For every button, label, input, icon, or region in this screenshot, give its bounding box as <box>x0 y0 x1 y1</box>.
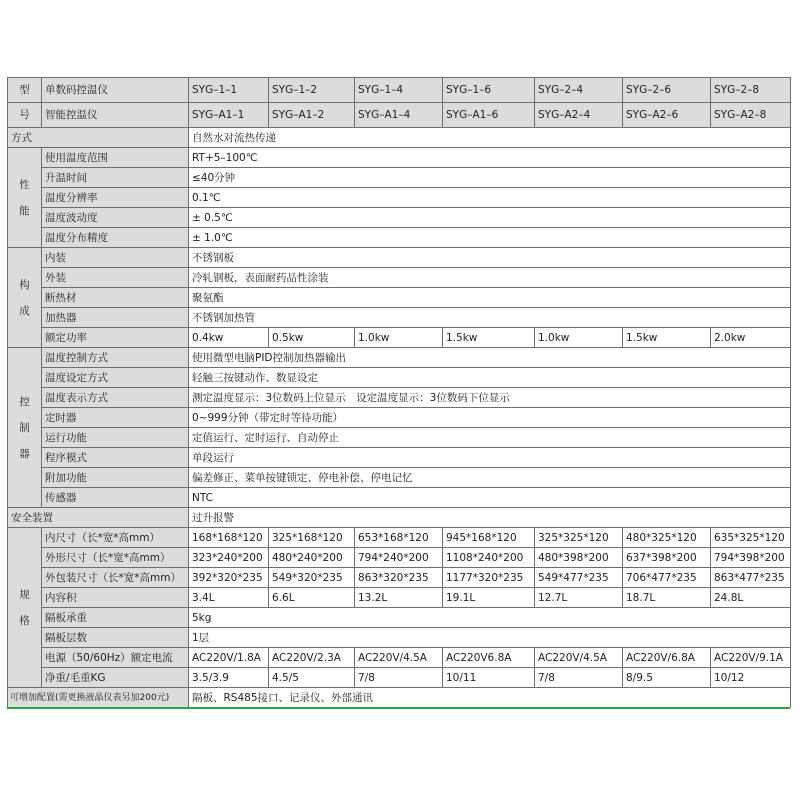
controller-row <box>8 368 791 388</box>
spec-cell: 480*325*120 <box>623 528 711 548</box>
spec-label: 净重/毛重KG <box>42 668 189 688</box>
spec-label: 定时器 <box>42 408 189 428</box>
spec-label: 温度分布精度 <box>42 228 189 248</box>
spec-cell: 13.2L <box>355 588 443 608</box>
model-cell: SYG–A2–4 <box>535 103 623 128</box>
spec-value: RT+5–100℃ <box>189 148 791 168</box>
spec-label: 附加功能 <box>42 468 189 488</box>
specs-row <box>8 628 791 648</box>
controller-row <box>8 348 791 368</box>
specs-row <box>8 668 791 688</box>
performance-row <box>8 148 791 168</box>
spec-cell: AC220V/6.8A <box>623 648 711 668</box>
model-cell: SYG–1–2 <box>269 78 355 103</box>
spec-cell: 19.1L <box>443 588 535 608</box>
optional-row <box>8 688 791 708</box>
spec-cell: 18.7L <box>623 588 711 608</box>
specs-row <box>8 588 791 608</box>
spec-cell: AC220V/4.5A <box>535 648 623 668</box>
model-cell: SYG–A1–4 <box>355 103 443 128</box>
spec-value: 冷轧钢板，表面耐药品性涂装 <box>189 268 791 288</box>
spec-label: 运行功能 <box>42 428 189 448</box>
spec-cell: AC220V/4.5A <box>355 648 443 668</box>
specs-group-label: 规格 <box>8 528 42 688</box>
spec-label: 温度分辨率 <box>42 188 189 208</box>
performance-group-label: 性能 <box>8 148 42 248</box>
spec-label: 升温时间 <box>42 168 189 188</box>
spec-value: 不锈钢板 <box>189 248 791 268</box>
model-label-digital: 单数码控温仪 <box>42 78 189 103</box>
spec-cell: 10/11 <box>443 668 535 688</box>
spec-cell: 323*240*200 <box>189 548 269 568</box>
method-row <box>8 128 791 148</box>
method-label: 方式 <box>8 128 189 148</box>
model-cell: SYG–1–6 <box>443 78 535 103</box>
spec-cell: 653*168*120 <box>355 528 443 548</box>
power-row <box>8 328 791 348</box>
spec-cell: 549*477*235 <box>535 568 623 588</box>
spec-cell: 392*320*235 <box>189 568 269 588</box>
performance-row <box>8 208 791 228</box>
model-row-1 <box>8 78 791 103</box>
controller-row <box>8 388 791 408</box>
performance-row <box>8 168 791 188</box>
spec-cell: 1177*320*235 <box>443 568 535 588</box>
power-cell: 1.0kw <box>535 328 623 348</box>
specs-row <box>8 548 791 568</box>
performance-row <box>8 188 791 208</box>
controller-row <box>8 448 791 468</box>
spec-cell: AC220V6.8A <box>443 648 535 668</box>
spec-value: 轻触三按键动作、数显设定 <box>189 368 791 388</box>
model-cell: SYG–A1–6 <box>443 103 535 128</box>
model-row-2 <box>8 103 791 128</box>
specs-row <box>8 568 791 588</box>
spec-cell: 863*477*235 <box>711 568 791 588</box>
structure-row <box>8 288 791 308</box>
model-cell: SYG–A1–1 <box>189 103 269 128</box>
specs-row <box>8 528 791 548</box>
spec-cell: 3.4L <box>189 588 269 608</box>
spec-label: 断热材 <box>42 288 189 308</box>
power-cell: 0.5kw <box>269 328 355 348</box>
spec-value: ≤40分钟 <box>189 168 791 188</box>
spec-label: 温度控制方式 <box>42 348 189 368</box>
method-value: 自然水对流热传递 <box>189 128 791 148</box>
spec-value: 定值运行、定时运行、自动停止 <box>189 428 791 448</box>
spec-cell: 4.5/5 <box>269 668 355 688</box>
spec-value: ± 0.5℃ <box>189 208 791 228</box>
spec-label: 加热器 <box>42 308 189 328</box>
spec-cell: AC220V/1.8A <box>189 648 269 668</box>
power-cell: 0.4kw <box>189 328 269 348</box>
spec-cell: 635*325*120 <box>711 528 791 548</box>
model-cell: SYG–A2–8 <box>711 103 791 128</box>
spec-cell: 325*168*120 <box>269 528 355 548</box>
spec-label: 温度表示方式 <box>42 388 189 408</box>
spec-value: 测定温度显示：3位数码上位显示 设定温度显示：3位数码下位显示 <box>189 388 791 408</box>
spec-cell: 8/9.5 <box>623 668 711 688</box>
spec-cell: 1108*240*200 <box>443 548 535 568</box>
spec-label: 温度波动度 <box>42 208 189 228</box>
controller-row <box>8 468 791 488</box>
spec-cell: 24.8L <box>711 588 791 608</box>
model-cell: SYG–1–1 <box>189 78 269 103</box>
model-group-label-top: 型 <box>8 78 42 103</box>
performance-row <box>8 228 791 248</box>
spec-cell: 549*320*235 <box>269 568 355 588</box>
model-cell: SYG–2–8 <box>711 78 791 103</box>
power-cell: 1.0kw <box>355 328 443 348</box>
spec-label: 外形尺寸（长*宽*高mm） <box>42 548 189 568</box>
spec-label: 使用温度范围 <box>42 148 189 168</box>
spec-table <box>7 77 791 708</box>
model-cell: SYG–2–6 <box>623 78 711 103</box>
power-cell: 1.5kw <box>443 328 535 348</box>
model-cell: SYG–A1–2 <box>269 103 355 128</box>
spec-cell: 794*398*200 <box>711 548 791 568</box>
spec-value: 5kg <box>189 608 791 628</box>
spec-label: 外包装尺寸（长*宽*高mm） <box>42 568 189 588</box>
spec-label: 隔板承重 <box>42 608 189 628</box>
spec-label: 程序模式 <box>42 448 189 468</box>
spec-label: 外装 <box>42 268 189 288</box>
controller-row <box>8 428 791 448</box>
spec-value: NTC <box>189 488 791 508</box>
spec-cell: 480*240*200 <box>269 548 355 568</box>
safety-label: 安全装置 <box>8 508 189 528</box>
model-cell: SYG–2–4 <box>535 78 623 103</box>
specs-row <box>8 648 791 668</box>
spec-cell: 6.6L <box>269 588 355 608</box>
spec-value: 聚氨酯 <box>189 288 791 308</box>
spec-cell: AC220V/9.1A <box>711 648 791 668</box>
spec-label: 电源（50/60Hz）额定电流 <box>42 648 189 668</box>
power-cell: 2.0kw <box>711 328 791 348</box>
accent-divider <box>7 707 790 709</box>
spec-label: 内装 <box>42 248 189 268</box>
spec-cell: 637*398*200 <box>623 548 711 568</box>
optional-label: 可增加配置(需更换液晶仪表另加200元) <box>8 688 189 708</box>
model-cell: SYG–1–4 <box>355 78 443 103</box>
spec-cell: 706*477*235 <box>623 568 711 588</box>
spec-value: 使用微型电脑PID控制加热器输出 <box>189 348 791 368</box>
model-group-label-bottom: 号 <box>8 103 42 128</box>
spec-value: 0~999分钟（带定时等待功能） <box>189 408 791 428</box>
spec-label: 内尺寸（长*宽*高mm） <box>42 528 189 548</box>
safety-value: 过升报警 <box>189 508 791 528</box>
specs-row <box>8 608 791 628</box>
spec-label: 隔板层数 <box>42 628 189 648</box>
structure-row <box>8 308 791 328</box>
spec-cell: 7/8 <box>355 668 443 688</box>
power-cell: 1.5kw <box>623 328 711 348</box>
structure-row <box>8 248 791 268</box>
spec-cell: 168*168*120 <box>189 528 269 548</box>
model-label-smart: 智能控温仪 <box>42 103 189 128</box>
controller-row <box>8 408 791 428</box>
spec-value: 偏差修正、菜单按键锁定、停电补偿、停电记忆 <box>189 468 791 488</box>
spec-value: 0.1℃ <box>189 188 791 208</box>
spec-value: 1层 <box>189 628 791 648</box>
spec-cell: 863*320*235 <box>355 568 443 588</box>
spec-value: 单段运行 <box>189 448 791 468</box>
spec-cell: 794*240*200 <box>355 548 443 568</box>
structure-group-label: 构成 <box>8 248 42 348</box>
safety-row <box>8 508 791 528</box>
controller-group-label: 控制器 <box>8 348 42 508</box>
model-cell: SYG–A2–6 <box>623 103 711 128</box>
spec-cell: 945*168*120 <box>443 528 535 548</box>
controller-row <box>8 488 791 508</box>
spec-value: ± 1.0℃ <box>189 228 791 248</box>
spec-label: 额定功率 <box>42 328 189 348</box>
spec-label: 温度设定方式 <box>42 368 189 388</box>
spec-cell: 3.5/3.9 <box>189 668 269 688</box>
spec-label: 传感器 <box>42 488 189 508</box>
spec-cell: 10/12 <box>711 668 791 688</box>
spec-cell: AC220V/2.3A <box>269 648 355 668</box>
spec-value: 不锈钢加热管 <box>189 308 791 328</box>
structure-row <box>8 268 791 288</box>
spec-label: 内容积 <box>42 588 189 608</box>
spec-cell: 480*398*200 <box>535 548 623 568</box>
spec-cell: 12.7L <box>535 588 623 608</box>
spec-cell: 7/8 <box>535 668 623 688</box>
optional-value: 隔板、RS485接口、记录仪、外部通讯 <box>189 688 791 708</box>
spec-cell: 325*325*120 <box>535 528 623 548</box>
